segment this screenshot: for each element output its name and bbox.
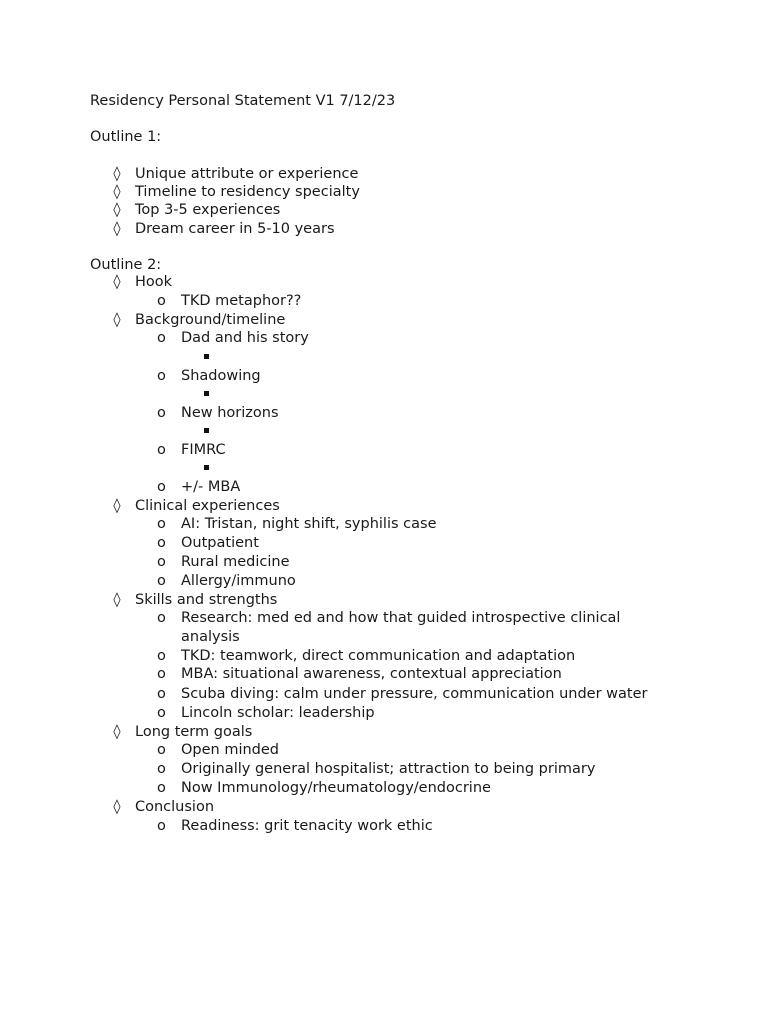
sub-item: Scuba diving: calm under pressure, communication under water [181, 686, 648, 702]
circle-bullet-icon: o [157, 761, 166, 777]
circle-bullet-icon: o [157, 330, 166, 346]
sub-item: Outpatient [181, 535, 259, 551]
diamond-bullet-icon: ◊ [113, 221, 121, 237]
section-label-background: Background/timeline [135, 312, 286, 328]
sub-item-continuation: analysis [181, 629, 240, 645]
sub-item: Open minded [181, 742, 280, 758]
diamond-bullet-icon: ◊ [113, 274, 121, 290]
outline-2-heading: Outline 2: [90, 257, 162, 273]
section-label-goals: Long term goals [135, 724, 253, 740]
outline-1-item: Unique attribute or experience [135, 166, 359, 182]
sub-item: Research: med ed and how that guided introspective clinical [181, 610, 621, 626]
sub-item: New horizons [181, 405, 279, 421]
diamond-bullet-icon: ◊ [113, 202, 121, 218]
diamond-bullet-icon: ◊ [113, 166, 121, 182]
square-bullet-icon [204, 428, 209, 433]
circle-bullet-icon: o [157, 705, 166, 721]
circle-bullet-icon: o [157, 479, 166, 495]
section-label-clinical: Clinical experiences [135, 498, 280, 514]
circle-bullet-icon: o [157, 666, 166, 682]
document-title: Residency Personal Statement V1 7/12/23 [90, 93, 396, 109]
sub-item: Lincoln scholar: leadership [181, 705, 375, 721]
circle-bullet-icon: o [157, 554, 166, 570]
diamond-bullet-icon: ◊ [113, 592, 121, 608]
square-bullet-icon [204, 465, 209, 470]
sub-item: +/- MBA [181, 479, 241, 495]
sub-item: TKD metaphor?? [181, 293, 302, 309]
circle-bullet-icon: o [157, 610, 166, 626]
sub-item: MBA: situational awareness, contextual appreciation [181, 666, 562, 682]
circle-bullet-icon: o [157, 442, 166, 458]
sub-item: Now Immunology/rheumatology/endocrine [181, 780, 491, 796]
outline-1-item: Top 3-5 experiences [135, 202, 281, 218]
sub-item: Readiness: grit tenacity work ethic [181, 818, 433, 834]
sub-item: FIMRC [181, 442, 226, 458]
diamond-bullet-icon: ◊ [113, 312, 121, 328]
diamond-bullet-icon: ◊ [113, 799, 121, 815]
sub-item: Shadowing [181, 368, 261, 384]
diamond-bullet-icon: ◊ [113, 498, 121, 514]
outline-1-heading: Outline 1: [90, 129, 162, 145]
sub-item: Originally general hospitalist; attraction to being primary [181, 761, 596, 777]
circle-bullet-icon: o [157, 818, 166, 834]
sub-item: Rural medicine [181, 554, 290, 570]
circle-bullet-icon: o [157, 293, 166, 309]
circle-bullet-icon: o [157, 535, 166, 551]
section-label-conclusion: Conclusion [135, 799, 215, 815]
circle-bullet-icon: o [157, 405, 166, 421]
circle-bullet-icon: o [157, 780, 166, 796]
section-label-hook: Hook [135, 274, 173, 290]
square-bullet-icon [204, 354, 209, 359]
sub-item: TKD: teamwork, direct communication and adaptation [181, 648, 576, 664]
circle-bullet-icon: o [157, 648, 166, 664]
square-bullet-icon [204, 391, 209, 396]
sub-item: Dad and his story [181, 330, 309, 346]
sub-item: AI: Tristan, night shift, syphilis case [181, 516, 437, 532]
section-label-skills: Skills and strengths [135, 592, 278, 608]
circle-bullet-icon: o [157, 368, 166, 384]
diamond-bullet-icon: ◊ [113, 724, 121, 740]
outline-1-item: Dream career in 5-10 years [135, 221, 335, 237]
diamond-bullet-icon: ◊ [113, 184, 121, 200]
sub-item: Allergy/immuno [181, 573, 296, 589]
circle-bullet-icon: o [157, 686, 166, 702]
circle-bullet-icon: o [157, 516, 166, 532]
circle-bullet-icon: o [157, 742, 166, 758]
outline-1-item: Timeline to residency specialty [135, 184, 360, 200]
circle-bullet-icon: o [157, 573, 166, 589]
